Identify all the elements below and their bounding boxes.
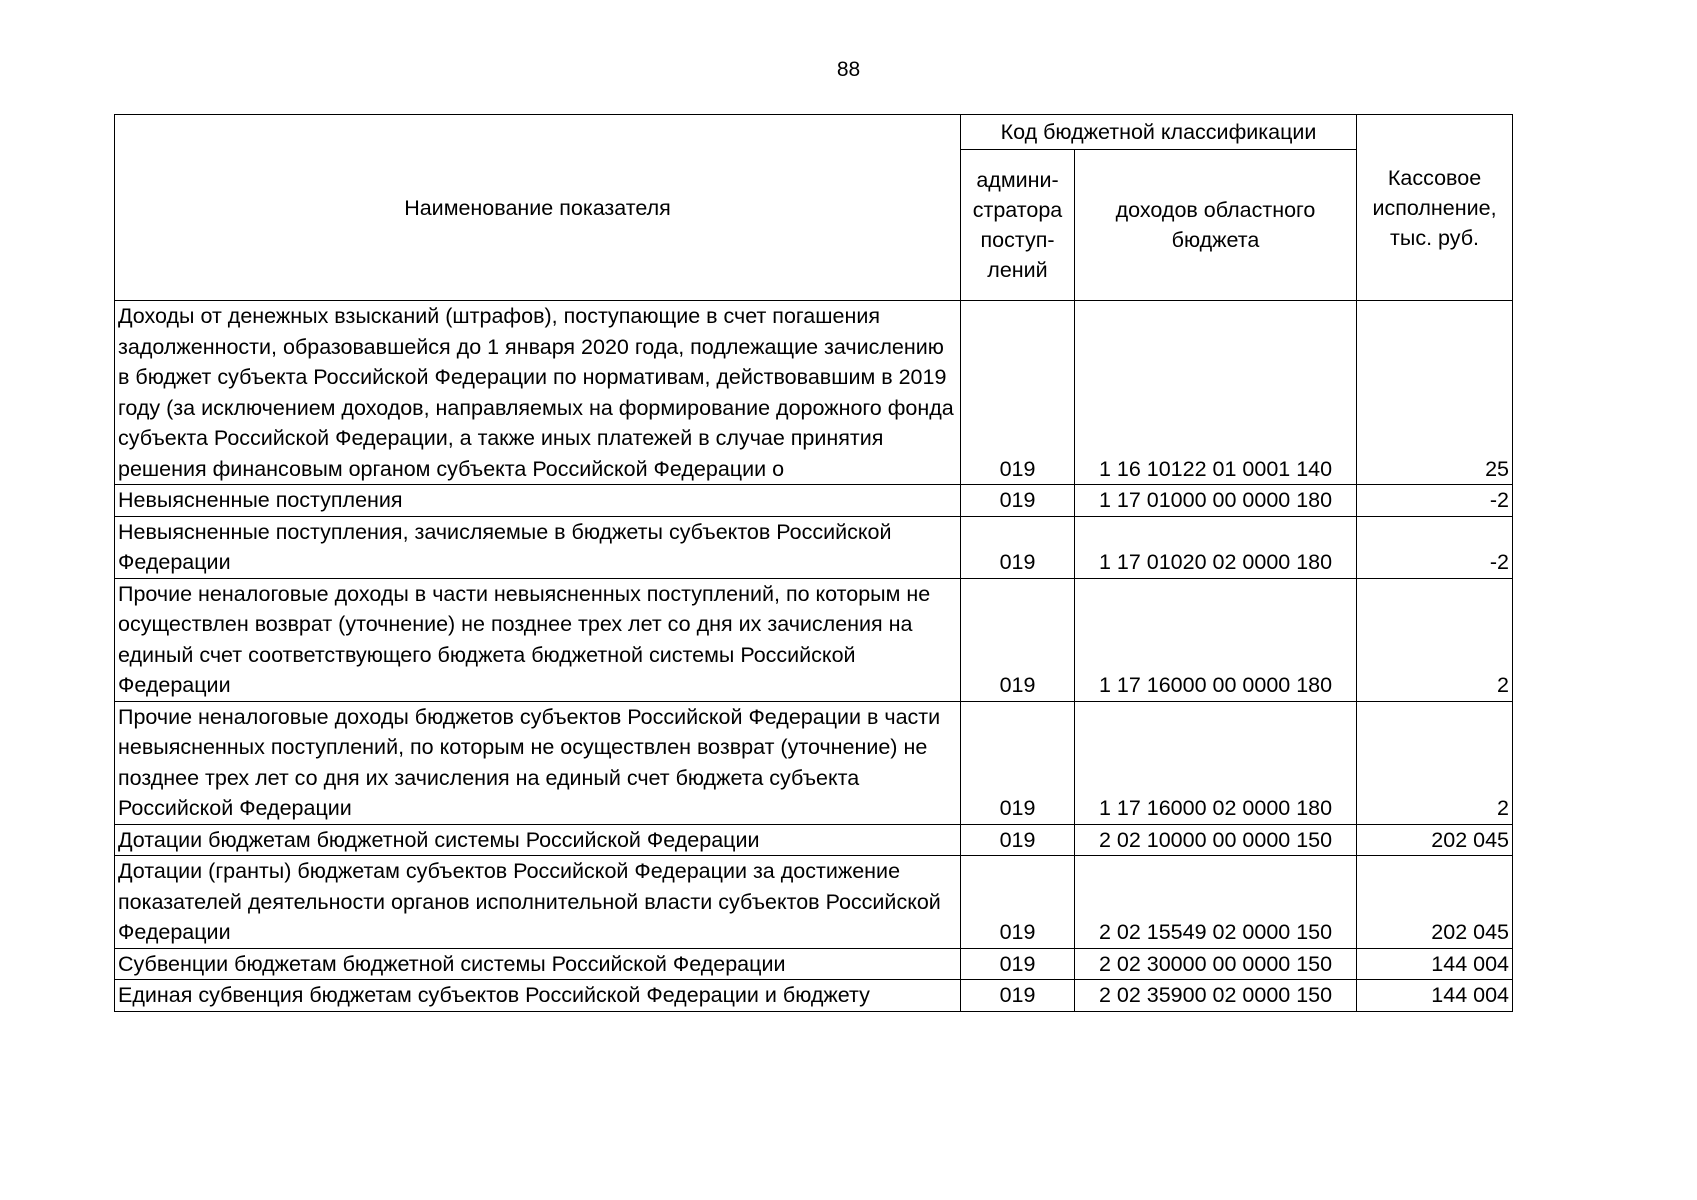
row-admin-code: 019 [961,824,1075,856]
row-amount: 25 [1357,301,1513,485]
table-row [115,856,1513,949]
row-admin-code: 019 [961,516,1075,578]
table-row [115,485,1513,517]
table-row [115,824,1513,856]
header-budget-classification-code: Код бюджетной классификации [961,115,1357,150]
row-name: Субвенции бюджетам бюджетной системы Российской Федерации [115,948,961,980]
row-income-code: 2 02 10000 00 0000 150 [1075,824,1357,856]
row-amount: 202 045 [1357,856,1513,949]
row-name: Прочие неналоговые доходы бюджетов субъектов Российской Федерации в части невыясненных поступлений, по которым не осуществлен возврат (уточнение) не позднее трех лет со дня их зачисления на единый счет бюджета субъекта Российской Федерации [115,701,961,824]
table-header-row [115,115,1513,150]
row-admin-code: 019 [961,701,1075,824]
row-name: Прочие неналоговые доходы в части невыясненных поступлений, по которым не осуществлен возврат (уточнение) не позднее трех лет со дня их зачисления на единый счет соответствующего бюджета бюджетной системы Российской Федерации [115,578,961,701]
row-amount: 2 [1357,701,1513,824]
row-amount: 144 004 [1357,948,1513,980]
row-name: Дотации бюджетам бюджетной системы Российской Федерации [115,824,961,856]
row-income-code: 1 17 16000 00 0000 180 [1075,578,1357,701]
row-income-code: 2 02 15549 02 0000 150 [1075,856,1357,949]
row-name: Единая субвенция бюджетам субъектов Российской Федерации и бюджету [115,980,961,1012]
page-number: 88 [836,58,861,81]
row-name: Невыясненные поступления [115,485,961,517]
row-admin-code: 019 [961,485,1075,517]
row-admin-code: 019 [961,980,1075,1012]
row-name: Доходы от денежных взысканий (штрафов), поступающие в счет погашения задолженности, образовавшейся до 1 января 2020 года, подлежащие зачислению в бюджет субъекта Российской Федерации по нормативам, действовавшим в 2019 году (за исключением доходов, направляемых на формирование дорожного фонда субъекта Российской Федерации, а также иных платежей в случае принятия решения финансовым органом субъекта Российской Федерации о [115,301,961,485]
table-row [115,948,1513,980]
budget-execution-table [114,114,1513,1012]
row-name: Невыясненные поступления, зачисляемые в бюджеты субъектов Российской Федерации [115,516,961,578]
header-cash-execution: Кассовое исполнение, тыс. руб. [1357,115,1513,301]
header-indicator-name: Наименование показателя [115,115,961,301]
row-income-code: 1 17 01020 02 0000 180 [1075,516,1357,578]
row-income-code: 1 16 10122 01 0001 140 [1075,301,1357,485]
row-amount: 202 045 [1357,824,1513,856]
row-income-code: 2 02 30000 00 0000 150 [1075,948,1357,980]
row-amount: 2 [1357,578,1513,701]
row-name: Дотации (гранты) бюджетам субъектов Российской Федерации за достижение показателей деятельности органов исполнительной власти субъектов Российской Федерации [115,856,961,949]
table-row [115,578,1513,701]
row-income-code: 2 02 35900 02 0000 150 [1075,980,1357,1012]
row-admin-code: 019 [961,301,1075,485]
header-regional-budget-income: доходов областного бюджета [1075,150,1357,301]
row-income-code: 1 17 01000 00 0000 180 [1075,485,1357,517]
row-admin-code: 019 [961,856,1075,949]
row-admin-code: 019 [961,578,1075,701]
header-revenue-administrator: админи-стратора поступ-лений [961,150,1075,301]
row-amount: -2 [1357,516,1513,578]
row-admin-code: 019 [961,948,1075,980]
table-row [115,980,1513,1012]
table-row [115,701,1513,824]
table-row [115,301,1513,485]
row-income-code: 1 17 16000 02 0000 180 [1075,701,1357,824]
row-amount: 144 004 [1357,980,1513,1012]
row-amount: -2 [1357,485,1513,517]
table-row [115,516,1513,578]
